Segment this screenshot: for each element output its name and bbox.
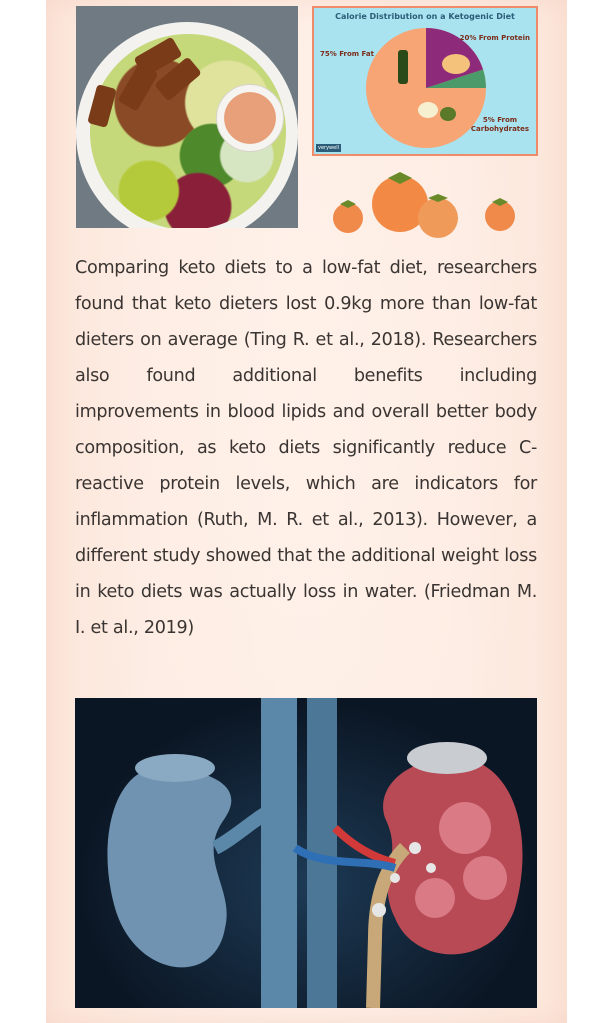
avocado-icon	[440, 107, 456, 121]
cheese-icon	[418, 102, 438, 118]
chart-label-fat: 75% From Fat	[320, 50, 374, 58]
shrimp-icon	[442, 54, 470, 74]
article-paragraph: Comparing keto diets to a low-fat diet, researchers found that keto dieters lost 0.9kg more than low-fat dieters on average (Ting R. et al., 2018). Researchers also found additional benefits including improvements in blood lipids and overall better body composition, as keto diets significantly reduce C-reactive protein levels, which are indicators for inflammation (Ruth, M. R. et al., 2013). However, a different study showed that the additional weight loss in keto diets was actually loss in water. (Friedman M. I. et al., 2019)	[75, 258, 537, 638]
left-margin	[0, 0, 46, 1023]
oil-bottle-icon	[398, 50, 408, 84]
right-margin	[567, 0, 613, 1023]
chart-label-carbs: 5% From Carbohydrates	[470, 116, 530, 133]
persimmon-decoration-icon	[330, 160, 530, 240]
calorie-distribution-chart	[312, 6, 538, 156]
chart-title: Calorie Distribution on a Ketogenic Diet	[335, 12, 515, 21]
sauce-bowl	[216, 84, 284, 152]
kidney-stone-illustration-icon	[75, 698, 537, 1008]
chart-label-protein: 20% From Protein	[459, 34, 530, 42]
brand-badge: verywell	[318, 145, 339, 151]
keto-salad-photo	[76, 6, 298, 228]
kidney-illustration	[75, 698, 537, 1008]
